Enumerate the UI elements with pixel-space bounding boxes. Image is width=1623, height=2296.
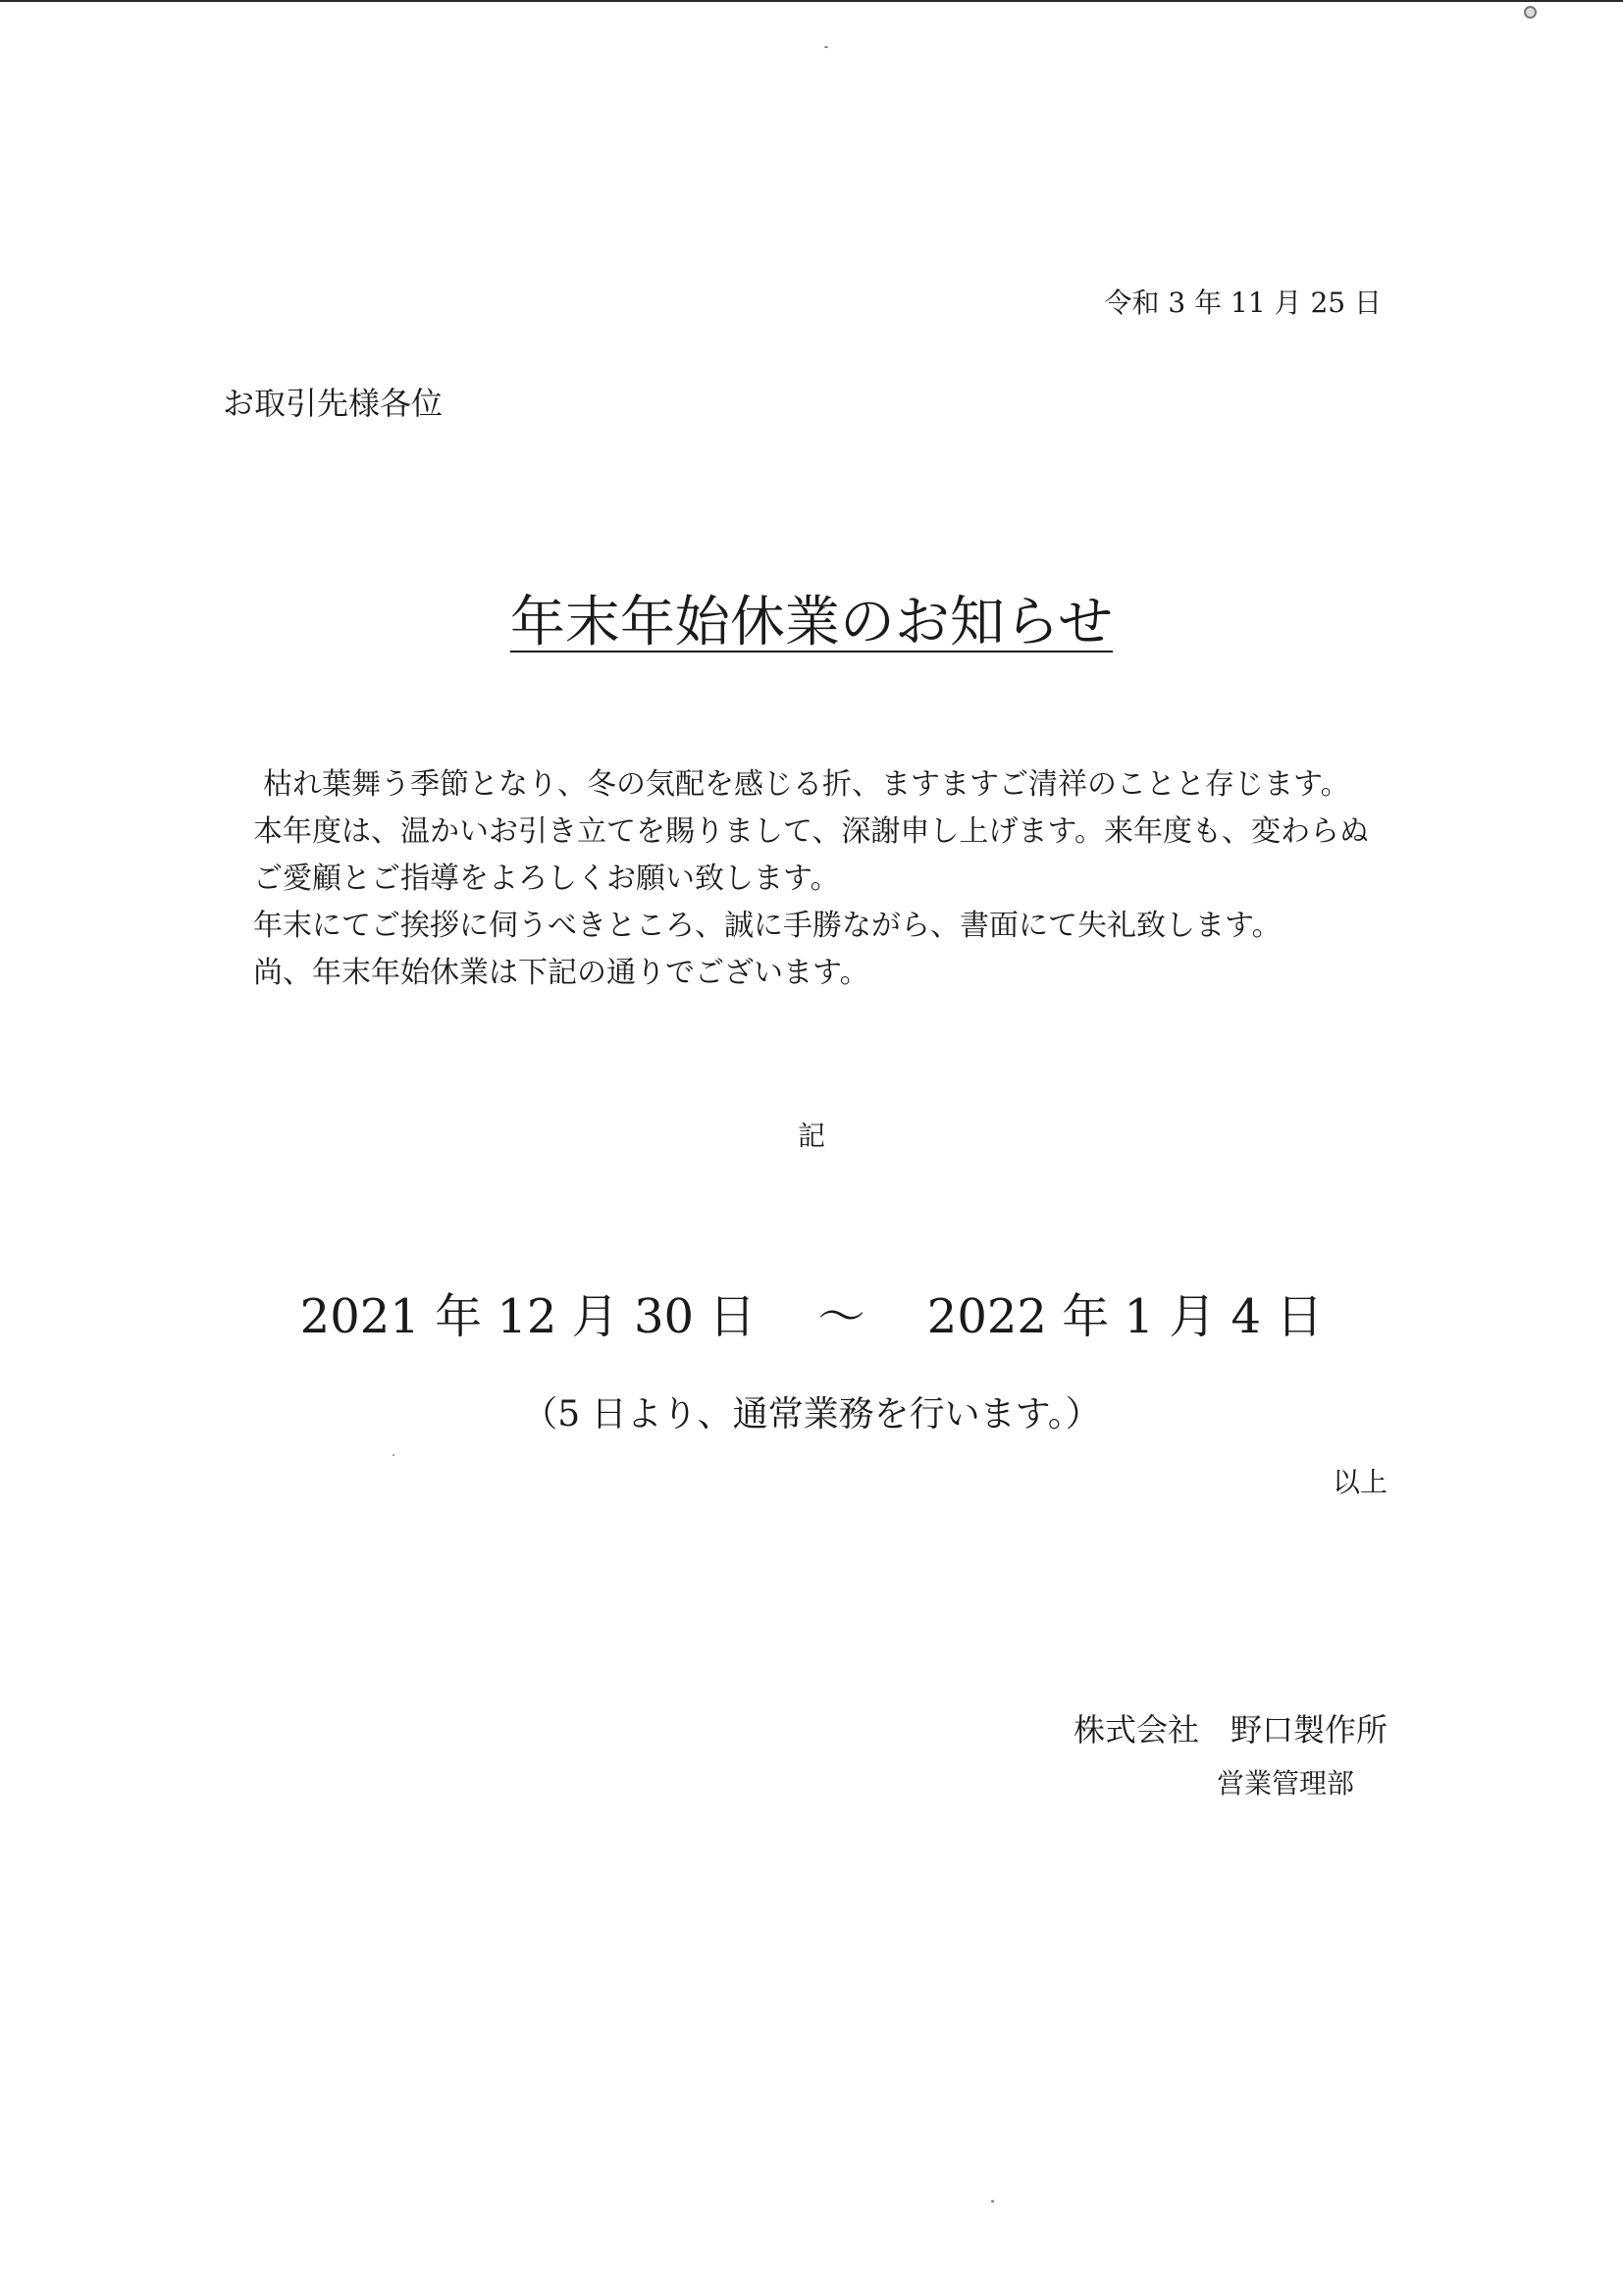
body-line: ご愛顧とご指導をよろしくお願い致します。 [253, 861, 840, 896]
notice-date: 令和 3 年 11 月 25 日 [1104, 287, 1382, 319]
closing-mark: 以上 [1332, 1466, 1387, 1498]
resume-note: （5 日より、通常業務を行います。） [522, 1394, 1101, 1435]
body-line: 尚、年末年始休業は下記の通りでございます。 [253, 956, 869, 990]
notice-body [253, 761, 1411, 997]
scan-speck [393, 1454, 394, 1456]
scan-speck [824, 46, 828, 48]
body-line: 年末にてご挨拶に伺うべきところ、誠に手勝ながら、書面にて失礼致します。 [253, 909, 1282, 943]
scan-top-edge [0, 0, 1623, 2]
ki-heading: 記 [797, 1120, 825, 1152]
scan-mark [1524, 6, 1537, 19]
body-line: 枯れ葉舞う季節となり、冬の気配を感じる折、ますますご清祥のことと存じます。 [263, 767, 1350, 802]
notice-title-text: 年末年始休業のお知らせ [509, 591, 1114, 654]
body-line: 本年度は、温かいお引き立てを賜りまして、深謝申し上げます。来年度も、変わらぬ [253, 814, 1369, 849]
notice-title [0, 589, 1623, 657]
closure-period: 2021 年 12 月 30 日 ～ 2022 年 1 月 4 日 [299, 1289, 1324, 1344]
scan-speck [991, 2200, 994, 2203]
recipient: お取引先様各位 [223, 385, 444, 422]
department-name: 営業管理部 [1217, 1767, 1355, 1800]
company-name: 株式会社 野口製作所 [1073, 1711, 1387, 1748]
